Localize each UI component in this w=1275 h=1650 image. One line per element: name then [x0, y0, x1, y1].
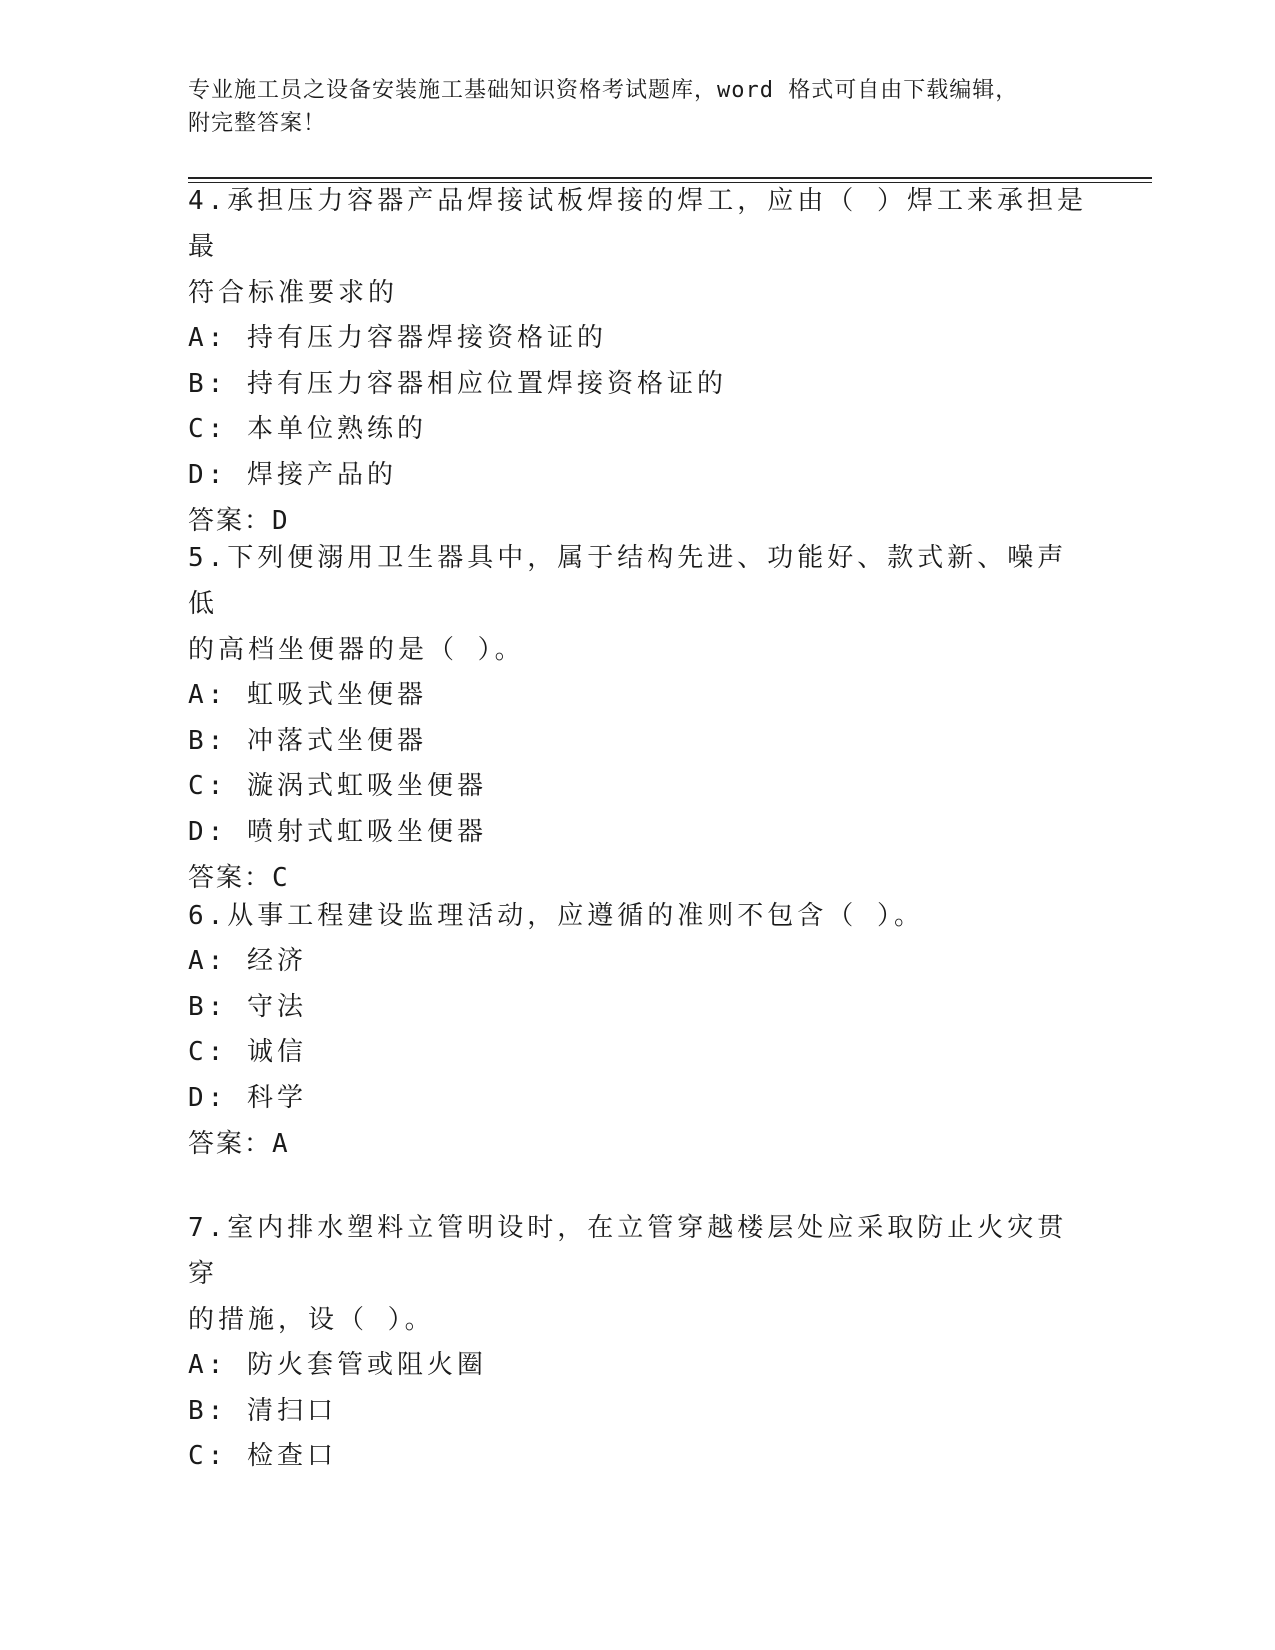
- answer-line: 答案：A: [188, 1129, 290, 1159]
- question-text-line-1: 6.从事工程建设监理活动，应遵循的准则不包含（ ）。: [188, 901, 924, 931]
- question-text-line-1: 7.室内排水塑料立管明设时，在立管穿越楼层处应采取防止火灾贯穿: [188, 1213, 1068, 1289]
- question-text-line-1: 5.下列便溺用卫生器具中，属于结构先进、功能好、款式新、噪声低: [188, 543, 1068, 619]
- question-block: [188, 535, 1088, 901]
- question-block: [188, 893, 1088, 1167]
- header-line-2: 附完整答案！: [188, 111, 327, 136]
- option-a: A: 经济: [188, 946, 307, 976]
- option-b: B: 清扫口: [188, 1395, 337, 1426]
- question-text-line-2: 符合标准要求的: [188, 278, 399, 308]
- question-text-line-1: 4.承担压力容器产品焊接试板焊接的焊工，应由（ ）焊工来承担是最: [188, 186, 1087, 262]
- answer-line: 答案：D: [188, 506, 290, 536]
- option-d: D: 喷射式虹吸坐便器: [188, 816, 487, 847]
- option-a: A: 防火套管或阻火圈: [188, 1350, 487, 1380]
- header-line-1: 专业施工员之设备安装施工基础知识资格考试题库，word 格式可自由下载编辑，: [188, 78, 1019, 103]
- question-block: [188, 178, 1088, 544]
- option-d: D: 科学: [188, 1082, 307, 1113]
- option-c: C: 漩涡式虹吸坐便器: [188, 771, 487, 801]
- option-b: B: 守法: [188, 991, 307, 1022]
- option-b: B: 冲落式坐便器: [188, 725, 427, 756]
- question-text-line-2: 的高档坐便器的是（ ）。: [188, 635, 525, 665]
- option-c: C: 诚信: [188, 1037, 307, 1067]
- option-b: B: 持有压力容器相应位置焊接资格证的: [188, 368, 727, 399]
- option-a: A: 持有压力容器焊接资格证的: [188, 323, 607, 353]
- answer-line: 答案：C: [188, 863, 290, 893]
- option-a: A: 虹吸式坐便器: [188, 680, 427, 710]
- option-c: C: 检查口: [188, 1441, 337, 1471]
- question-text-line-2: 的措施，设（ ）。: [188, 1305, 435, 1335]
- question-block: [188, 1205, 1088, 1480]
- option-d: D: 焊接产品的: [188, 459, 397, 490]
- document-header: [188, 74, 1088, 140]
- option-c: C: 本单位熟练的: [188, 414, 427, 444]
